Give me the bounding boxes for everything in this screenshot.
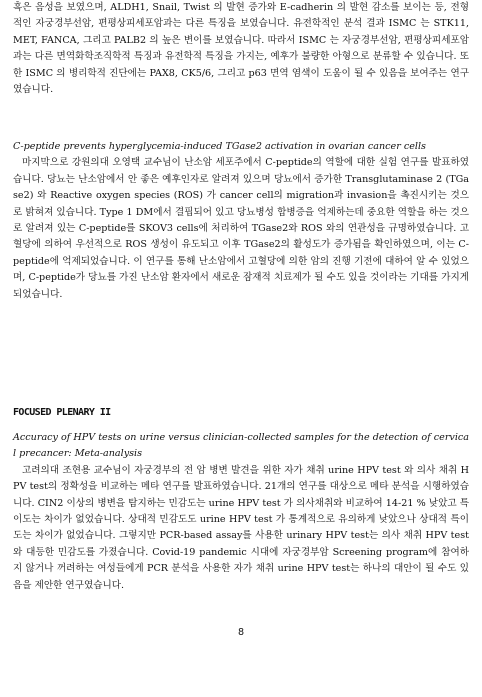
hpv-title: Accuracy of HPV tests on urine versus clinician-collected samples for the detection of cervical precancer: Meta-analysis bbox=[13, 432, 469, 460]
hpv-paragraph: 고려의대 조현용 교수님이 자궁경부의 전 암 병변 발견을 위한 자가 채취 urine HPV test 와 의사 채취 HPV test의 정확성을 비교하는 메타 연구를 발표하였습니다. 21개의 연구를 대상으로 메타 분석을 시행하였습니다. CIN2 이상의 병변을 탐지하는 민감도는 urine HPV test 가 의사채취와 비교하여 14-21 % 낮았고 특이도는 차이가 없었습니다. 상대적 민감도도 urine HPV test 가 통계적으로 유의하게 낮았으나 상대적 특이도는 차이가 없었습니다. 그렇지만 PCR-based assay를 사용한 urinary HPV test는 의사 채취 HPV test 와 대등한 민감도를 가졌습니다. Covid-19 pandemic 시대에 자궁경부암 Screening program에 참여하지 않거나 꺼려하는 여성들에게 PCR 분석을 사용한 자가 채취 urine HPV test는 하나의 대안이 될 수도 있음을 제안한 연구였습니다. bbox=[13, 464, 469, 591]
c-peptide-title: C-peptide prevents hyperglycemia-induced TGase2 activation in ovarian cancer cells bbox=[13, 141, 426, 152]
focused-plenary-heading: FOCUSED PLENARY II bbox=[13, 407, 111, 418]
hpv-section bbox=[13, 430, 469, 594]
ismc-paragraph: 흑은 음성을 보였으며, ALDH1, Snail, Twist 의 발현 증가와 E-cadherin 의 발현 감소를 보이는 등, 전형적인 자궁경부선암, 편평상피세포암과는 다른 특징을 보였습니다. 유전학적인 분석 결과 ISMC 는 STK11, MET, FANCA, 그리고 PALB2 의 높은 변이를 보였습니다. 따라서 ISMC 는 자궁경부선암, 편평상피세포암과는 다른 면역화학조직학적 특징과 유전학적 특징을 가지는, 예후가 불량한 아형으로 분류할 수 있습니다. 또한 ISMC 의 병리학적 진단에는 PAX8, CK5/6, 그리고 p63 면역 염색이 도움이 될 수 있음을 보여주는 연구였습니다. bbox=[13, 2, 469, 96]
c-peptide-paragraph: 마지막으로 강원의대 오영택 교수님이 난소암 세포주에서 C-peptide의 역할에 대한 실험 연구를 발표하였습니다. 당뇨는 난소암에서 안 좋은 예후인자로 알려져 있으며 당뇨에서 증가한 Transglutaminase 2 (TGase2) 와 Reactive oxygen species (ROS) 가 cancer cell의 migration과 invasion을 촉진시키는 것으로 밝혀져 있습니다. Type 1 DM에서 결핍되어 있고 당뇨병성 합병증을 억제하는데 중요한 역할을 하는 것으로 알려져 있는 C-peptide를 SKOV3 cells에 처리하여 TGase2와 ROS 와의 연관성을 규명하였습니다. 고혈당에 의하여 우선적으로 ROS 생성이 유도되고 이후 TGase2의 활성도가 증가됨을 확인하였으며, 이는 C-peptide에 억제되었습니다. 이 연구를 통해 난소암에서 고혈당에 의한 암의 진행 기전에 대하여 알 수 있었으며, C-peptide가 당뇨를 가진 난소암 환자에서 새로운 잠재적 치료제가 될 수도 있을 것이라는 기대를 가지게 되었습니다. bbox=[13, 157, 469, 300]
c-peptide-section bbox=[13, 139, 469, 303]
ismc-section bbox=[13, 0, 469, 98]
page-number: 8 bbox=[237, 627, 245, 638]
